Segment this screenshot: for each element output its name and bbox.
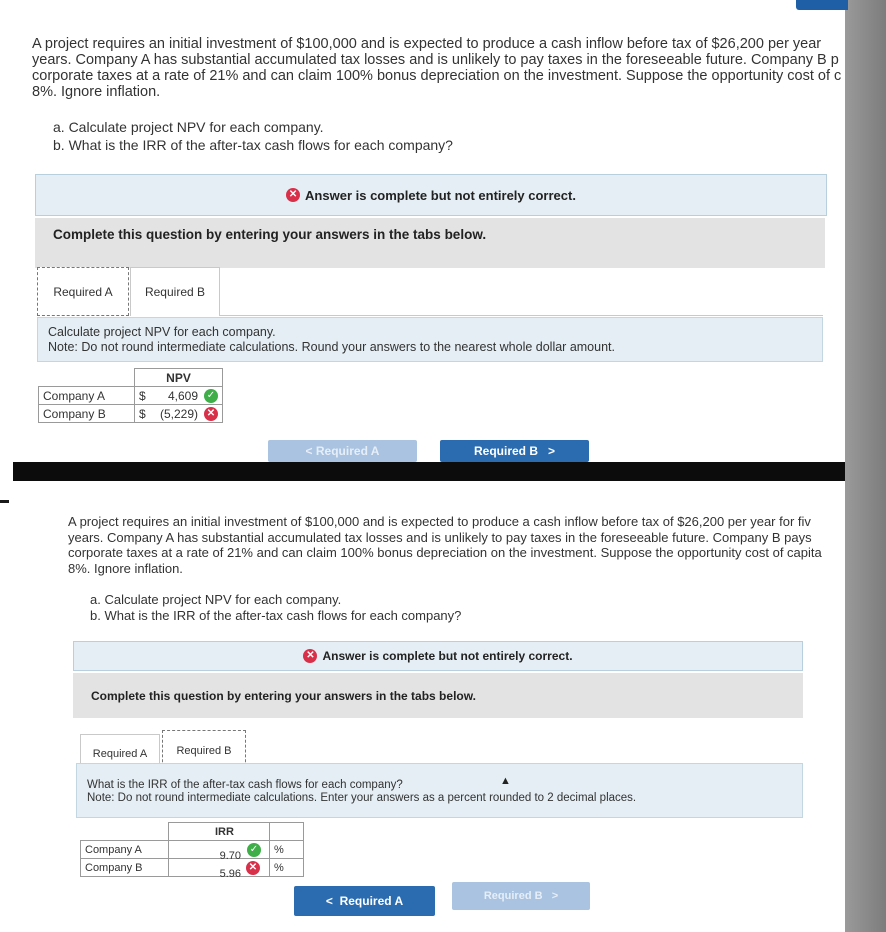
- check-circle-icon: ✓: [204, 389, 218, 403]
- problem-line: 8%. Ignore inflation.: [32, 84, 161, 100]
- question-a: a. Calculate project NPV for each company.: [90, 592, 342, 607]
- column-header: NPV: [135, 369, 223, 387]
- problem-text: [68, 514, 845, 576]
- x-circle-icon: ✕: [204, 407, 218, 421]
- table-header-row: [39, 369, 223, 387]
- tab-label: Required B: [176, 745, 232, 757]
- question-b: b. What is the IRR of the after-tax cash flows for each company?: [53, 137, 453, 153]
- button-label: Required A: [339, 894, 404, 908]
- input-value: 5.96: [219, 867, 241, 880]
- next-required-b-button[interactable]: [440, 440, 589, 462]
- input-value: 4,609: [167, 388, 198, 403]
- problem-line: 8%. Ignore inflation.: [68, 560, 183, 576]
- input-value: (5,229): [159, 406, 198, 421]
- problem-line: corporate taxes at a rate of 21% and can claim 100% bonus depreciation on the investment. Suppose the opportunity cost of c: [32, 68, 842, 84]
- background-edge: [845, 0, 886, 932]
- instruction-text: Calculate project NPV for each company.: [48, 325, 276, 339]
- tab-label: Required A: [92, 747, 148, 760]
- npv-table: [38, 368, 223, 423]
- currency-symbol: $: [139, 406, 146, 421]
- note-text: Note: Do not round intermediate calculations. Enter your answers as a percent rounded to 2 decimal places.: [87, 792, 637, 804]
- row-label: Company A: [81, 841, 169, 859]
- problem-line: years. Company A has substantial accumulated tax losses and is unlikely to pay taxes in the foreseeable future. Company B p: [32, 52, 839, 68]
- mouse-pointer-icon: ▲: [500, 775, 511, 787]
- question-list: [90, 592, 461, 624]
- button-label: Required B: [473, 444, 538, 458]
- banner-text: Answer is complete but not entirely correct.: [305, 187, 576, 203]
- row-label: Company A: [39, 387, 135, 405]
- complete-prompt: Complete this question by entering your answers in the tabs below.: [91, 689, 476, 703]
- problem-line: corporate taxes at a rate of 21% and can claim 100% bonus depreciation on the investment. Suppose the opportunity cost of capita: [68, 545, 822, 560]
- tab-required-b[interactable]: [130, 267, 220, 316]
- result-banner: [73, 641, 803, 671]
- row-label: Company B: [81, 859, 169, 877]
- result-banner: [35, 174, 827, 216]
- table-row: [39, 405, 223, 423]
- irr-input-a[interactable]: [169, 841, 270, 862]
- button-label: Required B: [483, 890, 543, 902]
- instruction-box: [76, 763, 803, 818]
- table-row: [81, 841, 304, 859]
- row-label: Company B: [39, 405, 135, 423]
- question-list: [53, 118, 453, 154]
- complete-prompt: Complete this question by entering your answers in the tabs below.: [53, 227, 487, 242]
- tab-required-a[interactable]: [37, 267, 129, 316]
- chevron-left-icon: <: [305, 444, 316, 458]
- return-button-partial[interactable]: [796, 0, 848, 10]
- x-circle-icon: ✕: [286, 188, 300, 202]
- check-circle-icon: ✓: [247, 843, 261, 857]
- prev-required-a-button[interactable]: [294, 886, 435, 916]
- problem-line: years. Company A has substantial accumulated tax losses and is unlikely to pay taxes in the foreseeable future. Company B pays: [68, 529, 812, 545]
- instructions-bar: [73, 673, 803, 718]
- irr-input-b[interactable]: [169, 859, 270, 880]
- next-required-b-button[interactable]: [452, 882, 590, 910]
- note-text: Note: Do not round intermediate calculations. Round your answers to the nearest whole dollar amount.: [48, 340, 615, 354]
- problem-line: A project requires an initial investment of $100,000 and is expected to produce a cash inflow before tax of $26,200 per year: [32, 36, 822, 52]
- tab-divider: [220, 315, 823, 316]
- table-row: [81, 859, 304, 877]
- instruction-box: [37, 317, 823, 362]
- percent-sign: %: [270, 841, 304, 859]
- problem-line: A project requires an initial investment of $100,000 and is expected to produce a cash inflow before tax of $26,200 per year for fiv: [68, 514, 811, 529]
- question-a: a. Calculate project NPV for each company.: [53, 119, 324, 135]
- banner-text: Answer is complete but not entirely correct.: [322, 649, 573, 663]
- irr-table: [80, 822, 304, 880]
- problem-text: [32, 36, 845, 100]
- x-circle-icon: ✕: [303, 649, 317, 663]
- table-row: [39, 387, 223, 405]
- instruction-text: What is the IRR of the after-tax cash flows for each company?: [87, 779, 403, 791]
- edge-mark: [0, 500, 9, 503]
- input-value: 9.70: [219, 849, 241, 862]
- percent-sign: %: [270, 859, 304, 877]
- button-label: Required A: [315, 444, 380, 458]
- tab-label: Required A: [53, 284, 113, 299]
- currency-symbol: $: [139, 388, 146, 403]
- chevron-left-icon: <: [325, 894, 340, 908]
- npv-input-b[interactable]: [135, 405, 223, 423]
- table-header-row: [81, 823, 304, 841]
- question-b: b. What is the IRR of the after-tax cash flows for each company?: [90, 608, 462, 623]
- column-header: IRR: [169, 823, 270, 841]
- instructions-bar: [35, 218, 825, 268]
- chevron-right-icon: >: [542, 890, 559, 902]
- chevron-right-icon: >: [538, 444, 556, 458]
- npv-input-a[interactable]: [135, 387, 223, 405]
- screen-divider: [13, 462, 845, 481]
- x-circle-icon: ✕: [246, 861, 260, 875]
- prev-required-a-button[interactable]: [268, 440, 417, 462]
- tab-label: Required B: [144, 285, 206, 299]
